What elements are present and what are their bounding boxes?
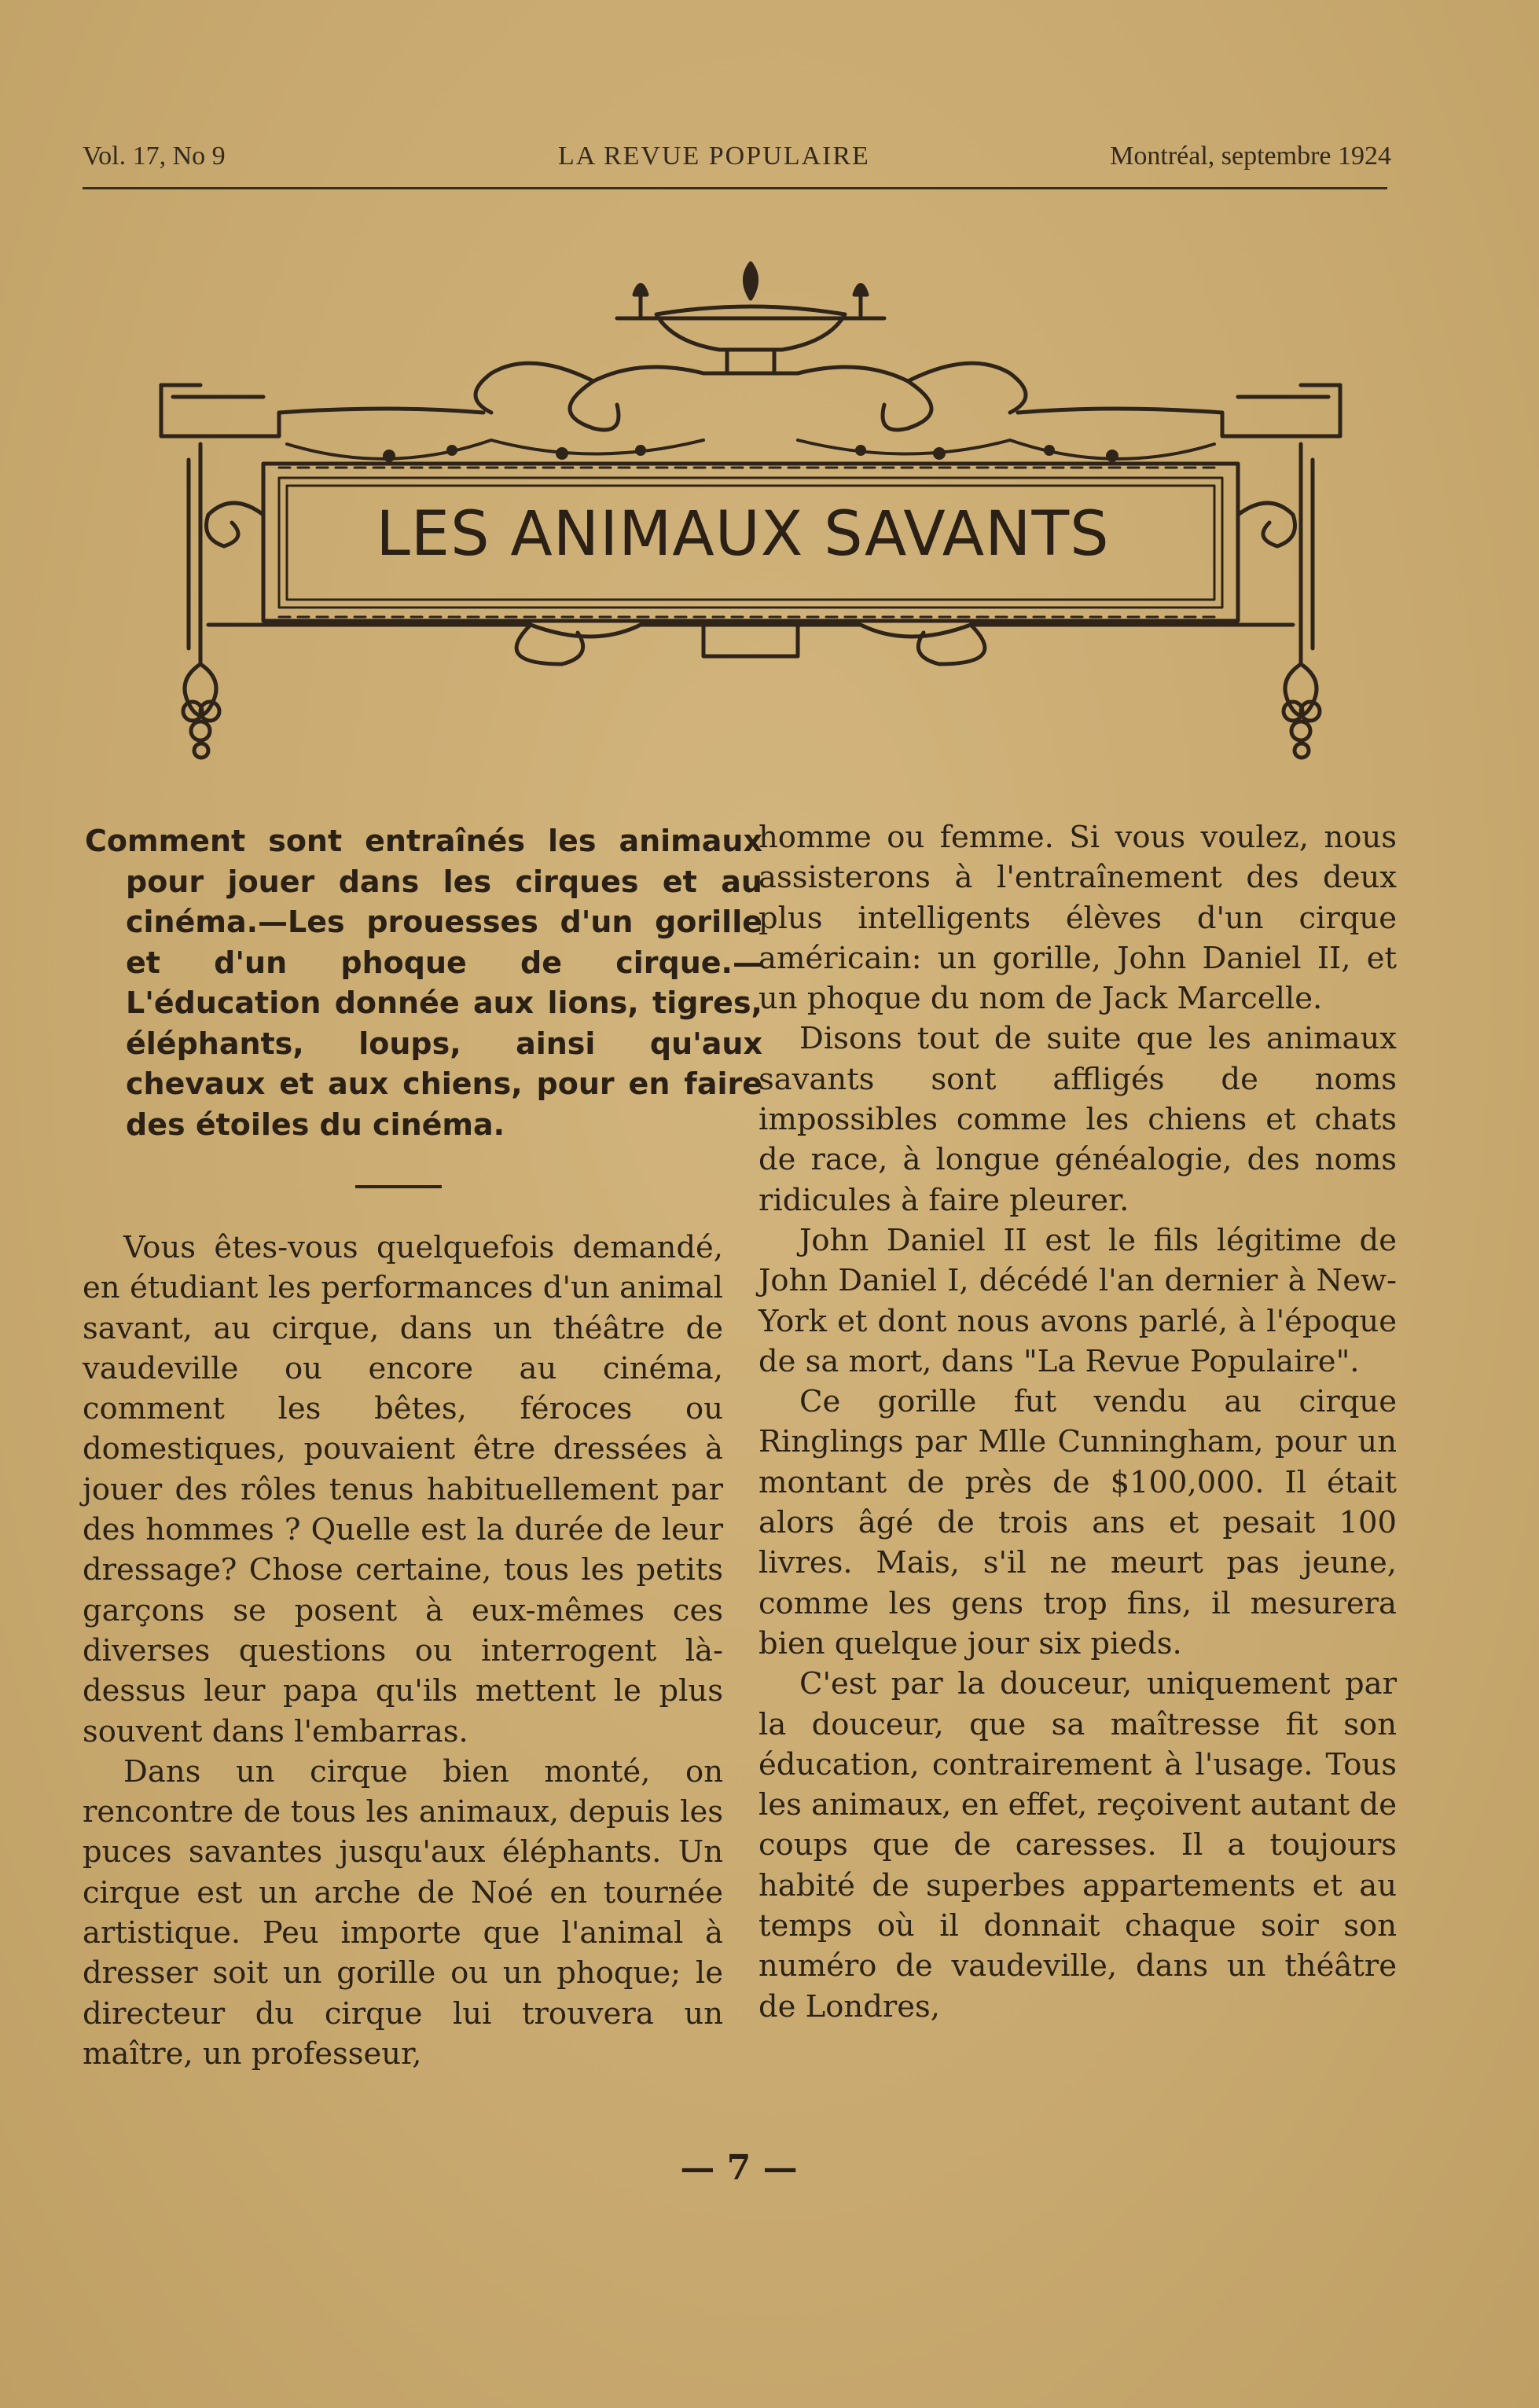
article-summary: Comment sont entraînés les animaux pour jouer dans les cirques et au cinéma.—Les prouesses d'un gorille et d'un phoque de cirque.—L'éducation donnée aux lions, tigres, éléphants, loups, ainsi qu'aux chevaux et aux chiens, pour en faire des étoiles du cinéma. (85, 824, 762, 1142)
running-header (83, 135, 1391, 182)
dateline: Montréal, septembre 1924 (1110, 141, 1391, 171)
page-number: — 7 — (680, 2148, 798, 2188)
header-rule (83, 187, 1387, 189)
paragraph: C'est par la douceur, uniquement par la douceur, que sa maîtresse fit son éducation, contrairement à l'usage. Tous les animaux, en effet, reçoivent autant de coups que de caresses. Il a toujours habité de superbes appartements et au temps où il donnait chaque soir son numéro de vaudeville, dans un théâtre de Londres, (758, 1666, 1397, 2024)
section-divider (355, 1185, 442, 1188)
paragraph: Vous êtes-vous quelquefois demandé, en étudiant les performances d'un animal savant, au cirque, dans un théâtre de vaudeville ou encore au cinéma, comment les bêtes, féroces ou domestiques, pouvaient être dressées à jouer des rôles tenus habituellement par des hommes ? Quelle est la durée de leur dressage? Chose certaine, tous les petits garçons se posent à eux-mêmes ces diverses questions ou interrogent là-dessus leur papa qu'ils mettent le plus souvent dans l'embarras. (83, 1230, 723, 1749)
right-column (758, 817, 1397, 2027)
publication-name: LA REVUE POPULAIRE (558, 141, 870, 171)
paragraph: John Daniel II est le fils légitime de John Daniel I, décédé l'an dernier à New-York et dont nous avons parlé, à l'époque de sa mort, dans "La Revue Populaire". (758, 1222, 1397, 1379)
paragraph: Dans un cirque bien monté, on rencontre de tous les animaux, depuis les puces savantes jusqu'aux éléphants. Un cirque est un arche de Noé en tournée artistique. Peu importe que l'animal à dresser soit un gorille ou un phoque; le directeur du cirque lui trouvera un maître, un professeur, (83, 1753, 723, 2072)
left-column (83, 1228, 723, 2074)
article-title: LES ANIMAUX SAVANTS (376, 499, 1110, 570)
paragraph: Ce gorille fut vendu au cirque Ringlings par Mlle Cunningham, pour un montant de près de $100,000. Il était alors âgé de trois ans et pesait 100 livres. Mais, s'il ne meurt pas jeune, comme les gens trop fins, il mesurera bien quelque jour six pieds. (758, 1384, 1397, 1661)
paragraph: Disons tout de suite que les animaux savants sont affligés de noms impossibles comme les chiens et chats de race, à longue généalogie, des noms ridicules à faire pleurer. (758, 1021, 1397, 1218)
volume-number: Vol. 17, No 9 (83, 141, 226, 171)
paragraph-continuation: homme ou femme. Si vous voulez, nous assisterons à l'entraînement des deux plus intelligents élèves d'un cirque américain: un gorille, John Daniel II, et un phoque du nom de Jack Marcelle. (758, 820, 1397, 1017)
